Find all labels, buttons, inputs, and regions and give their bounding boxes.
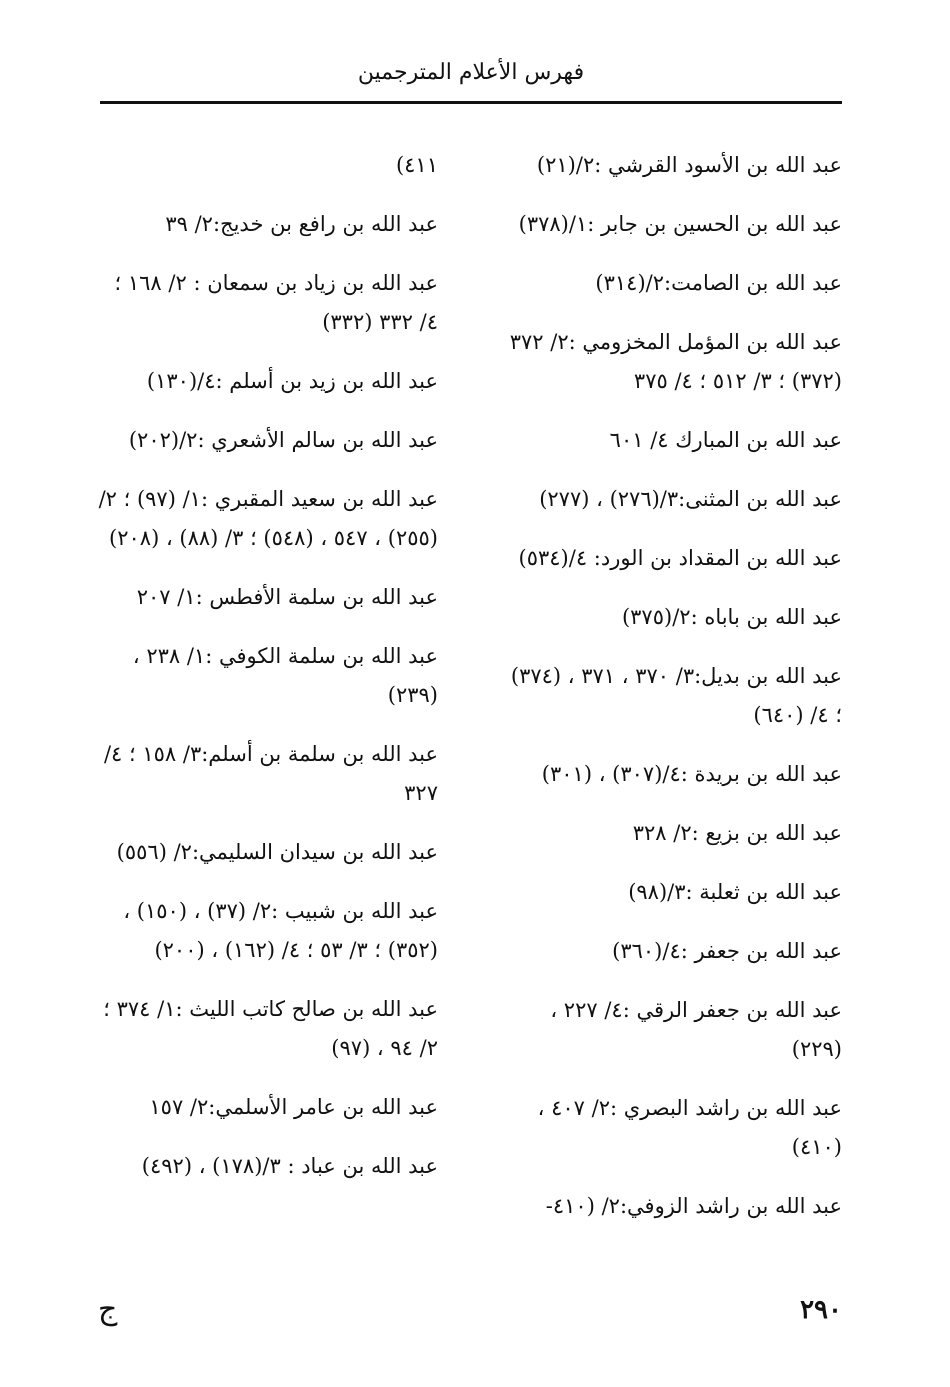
index-entry: عبد الله بن زيد بن أسلم :٤/(١٣٠) bbox=[146, 369, 438, 393]
index-entry: عبد الله بن رافع بن خديج:٢/ ٣٩ bbox=[165, 212, 438, 236]
index-entry: عبد الله بن جعفر الرقي :٤/ ٢٢٧ ، (٢٢٩) bbox=[550, 998, 842, 1061]
page-number: ٢٩٠ bbox=[800, 1295, 842, 1325]
index-entry: عبد الله بن سعيد المقبري :١/ (٩٧) ؛ ٢/ (٢٥٥) ، ٥٤٧ ، (٥٤٨) ؛ ٣/ (٨٨) ، (٢٠٨) bbox=[98, 487, 438, 550]
index-entry: عبد الله بن راشد البصري :٢/ ٤٠٧ ، (٤١٠) bbox=[537, 1096, 842, 1159]
index-entry: عبد الله بن المؤمل المخزومي :٢/ ٣٧٢ (٣٧٢) ؛ ٣/ ٥١٢ ؛ ٤/ ٣٧٥ bbox=[509, 330, 842, 393]
index-entry: ٤١١) bbox=[395, 153, 438, 177]
index-entry: عبد الله بن عامر الأسلمي:٢/ ١٥٧ bbox=[149, 1095, 438, 1119]
index-entry: عبد الله بن سلمة الأفطس :١/ ٢٠٧ bbox=[136, 585, 438, 609]
index-entry: عبد الله بن شبيب :٢/ (٣٧) ، (١٥٠) ، (٣٥٢) ؛ ٣/ ٥٣ ؛ ٤/ (١٦٢) ، (٢٠٠) bbox=[123, 899, 438, 962]
header-rule bbox=[100, 101, 842, 104]
index-entry: عبد الله بن سلمة الكوفي :١/ ٢٣٨ ، (٢٣٩) bbox=[132, 644, 438, 707]
index-entry: عبد الله بن عباد : ٣/(١٧٨) ، (٤٩٢) bbox=[141, 1154, 438, 1178]
index-entry: عبد الله بن سالم الأشعري :٢/(٢٠٢) bbox=[128, 428, 438, 452]
index-entry: عبد الله بن جعفر :٤/(٣٦٠) bbox=[612, 939, 842, 963]
index-entry: عبد الله بن ثعلبة :٣/(٩٨) bbox=[628, 880, 842, 904]
index-entry: عبد الله بن صالح كاتب الليث :١/ ٣٧٤ ؛ ٢/ ٩٤ ، (٩٧) bbox=[103, 997, 438, 1060]
index-entry: عبد الله بن المقداد بن الورد: ٤/(٥٣٤) bbox=[518, 546, 842, 570]
signature-mark: ج bbox=[98, 1292, 118, 1327]
index-column-left bbox=[98, 146, 438, 1206]
running-head-title: فهرس الأعلام المترجمين bbox=[357, 60, 585, 85]
index-column-right bbox=[498, 146, 842, 1246]
index-entry: عبد الله بن الحسين بن جابر :١/(٣٧٨) bbox=[518, 212, 842, 236]
index-entry: عبد الله بن بزيع :٢/ ٣٢٨ bbox=[632, 821, 842, 845]
index-entry: عبد الله بن بديل:٣/ ٣٧٠ ، ٣٧١ ، (٣٧٤) ؛ ٤/ (٦٤٠) bbox=[510, 664, 842, 727]
index-entry: عبد الله بن سيدان السليمي:٢/ (٥٥٦) bbox=[116, 840, 438, 864]
index-entry: عبد الله بن المبارك ٤/ ٦٠١ bbox=[609, 428, 842, 452]
index-entry: عبد الله بن الأسود القرشي :٢/(٢١) bbox=[536, 153, 842, 177]
index-entry: عبد الله بن المثنى:٣/(٢٧٦) ، (٢٧٧) bbox=[539, 487, 842, 511]
index-entry: عبد الله بن باباه :٢/(٣٧٥) bbox=[621, 605, 842, 629]
index-entry: عبد الله بن سلمة بن أسلم:٣/ ١٥٨ ؛ ٤/ ٣٢٧ bbox=[103, 742, 438, 805]
index-entry: عبد الله بن راشد الزوفي:٢/ (٤١٠- bbox=[545, 1194, 842, 1218]
index-entry: عبد الله بن زياد بن سمعان : ٢/ ١٦٨ ؛ ٤/ ٣٣٢ (٣٣٢) bbox=[114, 271, 438, 334]
index-entry: عبد الله بن الصامت:٢/(٣١٤) bbox=[595, 271, 842, 295]
index-entry: عبد الله بن بريدة :٤/(٣٠٧) ، (٣٠١) bbox=[541, 762, 842, 786]
